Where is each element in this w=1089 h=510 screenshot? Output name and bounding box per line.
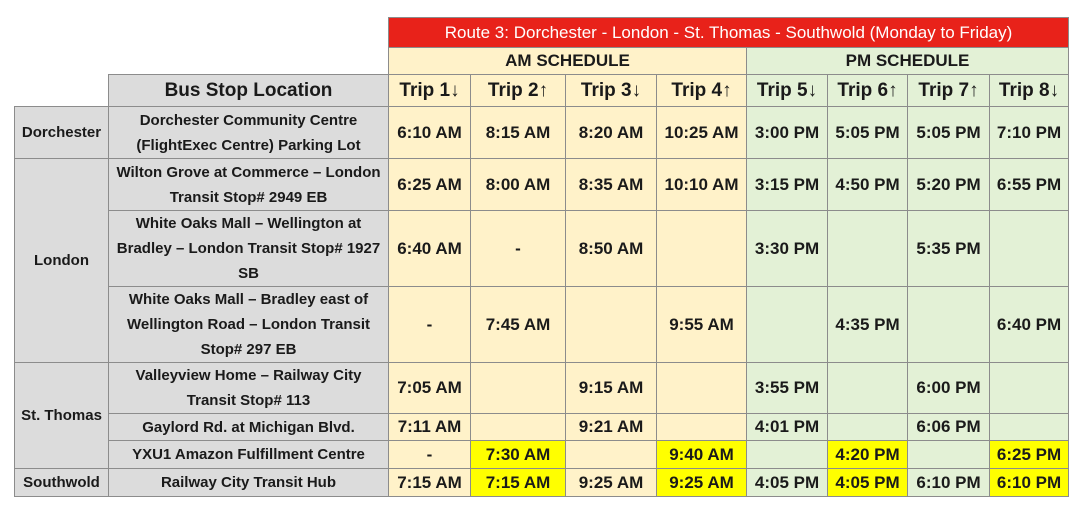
trip-label: Trip 1: [399, 79, 451, 101]
region-st-thomas: St. Thomas: [15, 363, 109, 469]
time-cell: 4:05 PM: [747, 469, 828, 497]
trip-label: Trip 5: [756, 79, 808, 101]
time-cell: [908, 287, 990, 363]
time-cell: 8:20 AM: [566, 107, 657, 159]
time-cell-highlighted: 9:25 AM: [657, 469, 747, 497]
time-cell-highlighted: 6:10 PM: [990, 469, 1069, 497]
time-cell: 8:15 AM: [471, 107, 566, 159]
time-cell: 7:05 AM: [389, 363, 471, 414]
stop-location-header: Bus Stop Location: [109, 75, 389, 107]
arrow-down-icon: ↓: [1049, 79, 1060, 101]
time-cell: 4:50 PM: [828, 159, 908, 211]
trip-header-8: [990, 75, 1069, 107]
time-cell: 7:11 AM: [389, 414, 471, 441]
time-cell-highlighted: 4:05 PM: [828, 469, 908, 497]
arrow-down-icon: ↓: [807, 79, 818, 101]
time-cell-highlighted: 7:15 AM: [471, 469, 566, 497]
trip-label: Trip 7: [918, 79, 970, 101]
arrow-up-icon: ↑: [888, 79, 898, 101]
stop-name: Wilton Grove at Commerce – London Transit Stop# 2949 EB: [109, 159, 389, 211]
time-cell: [566, 287, 657, 363]
trip-header-5: [747, 75, 828, 107]
time-cell: -: [389, 441, 471, 469]
time-cell: [828, 211, 908, 287]
time-cell: 6:25 AM: [389, 159, 471, 211]
time-cell-highlighted: 7:30 AM: [471, 441, 566, 469]
table-row: [15, 287, 1069, 363]
time-cell: 3:30 PM: [747, 211, 828, 287]
time-cell: 3:00 PM: [747, 107, 828, 159]
time-cell: [990, 363, 1069, 414]
time-cell: [657, 414, 747, 441]
time-cell-highlighted: 4:20 PM: [828, 441, 908, 469]
arrow-down-icon: ↓: [450, 79, 460, 101]
arrow-down-icon: ↓: [631, 79, 642, 101]
trip-header-7: [908, 75, 990, 107]
stop-name: Valleyview Home – Railway City Transit Stop# 113: [109, 363, 389, 414]
pm-schedule-header: PM SCHEDULE: [747, 48, 1069, 75]
arrow-up-icon: ↑: [538, 79, 549, 101]
trip-header-6: [828, 75, 908, 107]
time-cell: 6:40 AM: [389, 211, 471, 287]
time-cell: 6:00 PM: [908, 363, 990, 414]
region-southwold: Southwold: [15, 469, 109, 497]
table-row: [15, 441, 1069, 469]
stop-name: Gaylord Rd. at Michigan Blvd.: [109, 414, 389, 441]
trip-label: Trip 8: [998, 79, 1050, 101]
stop-name: White Oaks Mall – Wellington at Bradley – London Transit Stop# 1927 SB: [109, 211, 389, 287]
trip-header-2: [471, 75, 566, 107]
time-cell: 5:05 PM: [908, 107, 990, 159]
time-cell: -: [389, 287, 471, 363]
time-cell: 4:01 PM: [747, 414, 828, 441]
time-cell: 8:50 AM: [566, 211, 657, 287]
trip-label: Trip 3: [580, 79, 632, 101]
time-cell: -: [471, 211, 566, 287]
time-cell: 7:15 AM: [389, 469, 471, 497]
time-cell: 9:21 AM: [566, 414, 657, 441]
stop-name: Railway City Transit Hub: [109, 469, 389, 497]
time-cell: [471, 363, 566, 414]
time-cell: 9:55 AM: [657, 287, 747, 363]
table-row: [15, 159, 1069, 211]
time-cell-highlighted: 6:25 PM: [990, 441, 1069, 469]
am-schedule-header: AM SCHEDULE: [389, 48, 747, 75]
time-cell: 6:06 PM: [908, 414, 990, 441]
time-cell: 4:35 PM: [828, 287, 908, 363]
time-cell: [566, 441, 657, 469]
trip-label: Trip 2: [487, 79, 539, 101]
stop-name: YXU1 Amazon Fulfillment Centre: [109, 441, 389, 469]
trip-header-3: [566, 75, 657, 107]
table-row: [15, 107, 1069, 159]
time-cell: [471, 414, 566, 441]
time-cell: 8:00 AM: [471, 159, 566, 211]
time-cell: [828, 414, 908, 441]
trip-label: Trip 4: [671, 79, 723, 101]
time-cell: 9:25 AM: [566, 469, 657, 497]
time-cell: 9:15 AM: [566, 363, 657, 414]
trip-header-1: [389, 75, 471, 107]
time-cell: 6:10 AM: [389, 107, 471, 159]
blank-corner: [15, 18, 389, 48]
time-cell: 7:45 AM: [471, 287, 566, 363]
time-cell-highlighted: 9:40 AM: [657, 441, 747, 469]
time-cell: 8:35 AM: [566, 159, 657, 211]
trip-header-4: [657, 75, 747, 107]
time-cell: 6:10 PM: [908, 469, 990, 497]
blank-corner: [15, 75, 109, 107]
time-cell: [990, 414, 1069, 441]
table-row: [15, 363, 1069, 414]
time-cell: 5:20 PM: [908, 159, 990, 211]
arrow-up-icon: ↑: [969, 79, 979, 101]
time-cell: [908, 441, 990, 469]
trip-label: Trip 6: [837, 79, 889, 101]
time-cell: 6:40 PM: [990, 287, 1069, 363]
arrow-up-icon: ↑: [722, 79, 732, 101]
time-cell: [990, 211, 1069, 287]
blank-corner: [15, 48, 389, 75]
time-cell: 6:55 PM: [990, 159, 1069, 211]
table-row: [15, 211, 1069, 287]
route-title: Route 3: Dorchester - London - St. Thomas - Southwold (Monday to Friday): [389, 18, 1069, 48]
time-cell: 7:10 PM: [990, 107, 1069, 159]
time-cell: 10:25 AM: [657, 107, 747, 159]
region-london: London: [15, 159, 109, 363]
stop-name: Dorchester Community Centre (FlightExec Centre) Parking Lot: [109, 107, 389, 159]
time-cell: [747, 287, 828, 363]
time-cell: 10:10 AM: [657, 159, 747, 211]
time-cell: 3:55 PM: [747, 363, 828, 414]
time-cell: [657, 363, 747, 414]
stop-name: White Oaks Mall – Bradley east of Wellington Road – London Transit Stop# 297 EB: [109, 287, 389, 363]
time-cell: 3:15 PM: [747, 159, 828, 211]
schedule-table: [14, 17, 1069, 497]
time-cell: [657, 211, 747, 287]
time-cell: [747, 441, 828, 469]
time-cell: [828, 363, 908, 414]
time-cell: 5:35 PM: [908, 211, 990, 287]
table-row: [15, 414, 1069, 441]
table-row: [15, 469, 1069, 497]
region-dorchester: Dorchester: [15, 107, 109, 159]
time-cell: 5:05 PM: [828, 107, 908, 159]
